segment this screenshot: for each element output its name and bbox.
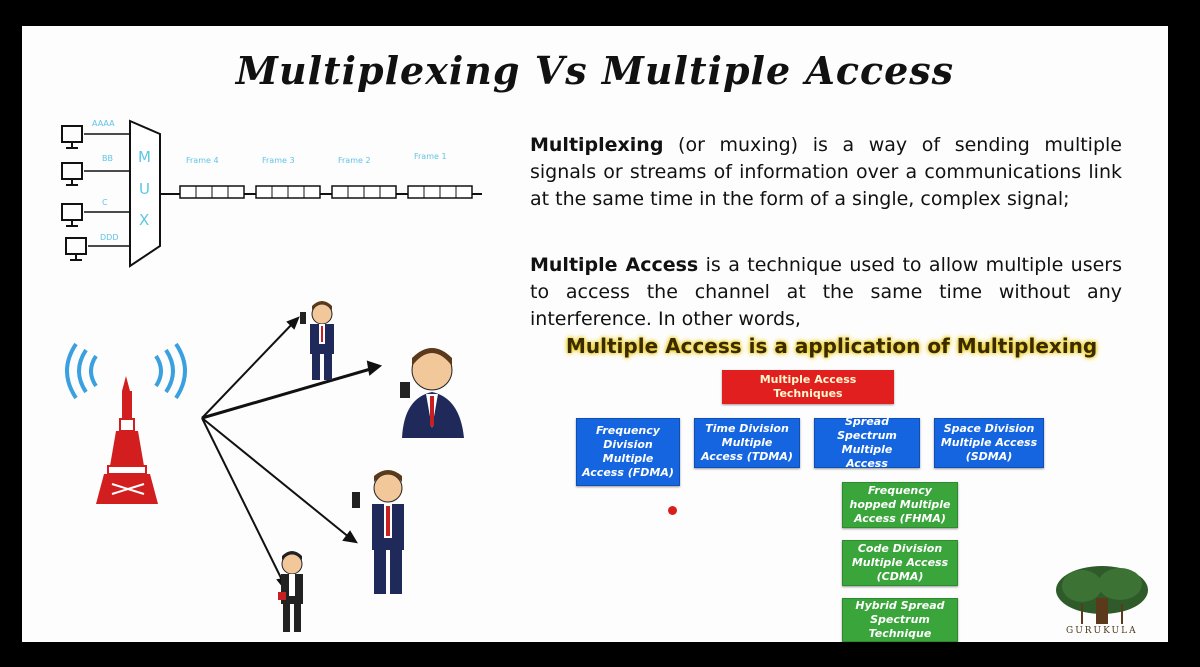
frame-label: Frame 3 bbox=[262, 156, 295, 165]
input-label: AAAA bbox=[92, 119, 115, 128]
computer-icon bbox=[62, 163, 82, 185]
person-icon bbox=[278, 551, 303, 632]
frame-block bbox=[256, 186, 320, 198]
tree-node-fhma: Frequency hopped Multiple Access (FHMA) bbox=[842, 482, 958, 528]
logo-text: GURUKULA bbox=[1066, 626, 1138, 636]
mux-letter: M bbox=[138, 148, 151, 166]
tree-node-hybrid: Hybrid Spread Spectrum Technique bbox=[842, 598, 958, 642]
slide bbox=[22, 26, 1168, 642]
term-multiple-access: Multiple Access bbox=[530, 254, 699, 276]
cell-tower-icon bbox=[96, 376, 158, 504]
mux-letter: U bbox=[139, 180, 150, 198]
laser-pointer-dot bbox=[668, 506, 677, 515]
mux-letter: X bbox=[139, 211, 150, 229]
computer-icon bbox=[62, 126, 82, 148]
multiple-access-definition bbox=[530, 252, 1122, 333]
frame-block bbox=[408, 186, 472, 198]
frame-label: Frame 4 bbox=[186, 156, 219, 165]
input-label: DDD bbox=[100, 233, 119, 242]
input-label: BB bbox=[102, 154, 113, 163]
tree-node-tdma: Time Division Multiple Access (TDMA) bbox=[694, 418, 800, 468]
computer-icon bbox=[66, 238, 86, 260]
tree-node-fdma: Frequency Division Multiple Access (FDMA) bbox=[576, 418, 680, 486]
frame-label: Frame 2 bbox=[338, 156, 371, 165]
multiple-access-illustration bbox=[52, 266, 492, 636]
person-icon bbox=[352, 470, 404, 594]
highlight-statement: Multiple Access is a application of Multiplexing bbox=[566, 334, 1098, 358]
multiplexing-description: (or muxing) is a way of sending multiple signals or streams of information over a communications link at the same time in the form of a single, complex signal; bbox=[530, 134, 1122, 210]
mux-diagram bbox=[52, 116, 492, 276]
frame-block bbox=[332, 186, 396, 198]
term-multiplexing: Multiplexing bbox=[530, 134, 664, 156]
computer-icon bbox=[62, 204, 82, 226]
frame-label: Frame 1 bbox=[414, 152, 447, 161]
tree-node-sdma: Space Division Multiple Access (SDMA) bbox=[934, 418, 1044, 468]
person-icon bbox=[300, 301, 334, 380]
tree-node-spread-spectrum: Spread Spectrum Multiple Access bbox=[814, 418, 920, 468]
person-icon bbox=[400, 348, 464, 438]
multiple-access-description: is a technique used to allow multiple users to access the channel at the same time without any interference. In other words, bbox=[530, 254, 1123, 330]
tree-node-cdma: Code Division Multiple Access (CDMA) bbox=[842, 540, 958, 586]
tree-root: Multiple Access Techniques bbox=[722, 370, 894, 404]
multiplexing-definition bbox=[530, 132, 1122, 213]
input-label: C bbox=[102, 198, 108, 207]
slide-title: Multiplexing Vs Multiple Access bbox=[235, 48, 955, 93]
frame-block bbox=[180, 186, 244, 198]
